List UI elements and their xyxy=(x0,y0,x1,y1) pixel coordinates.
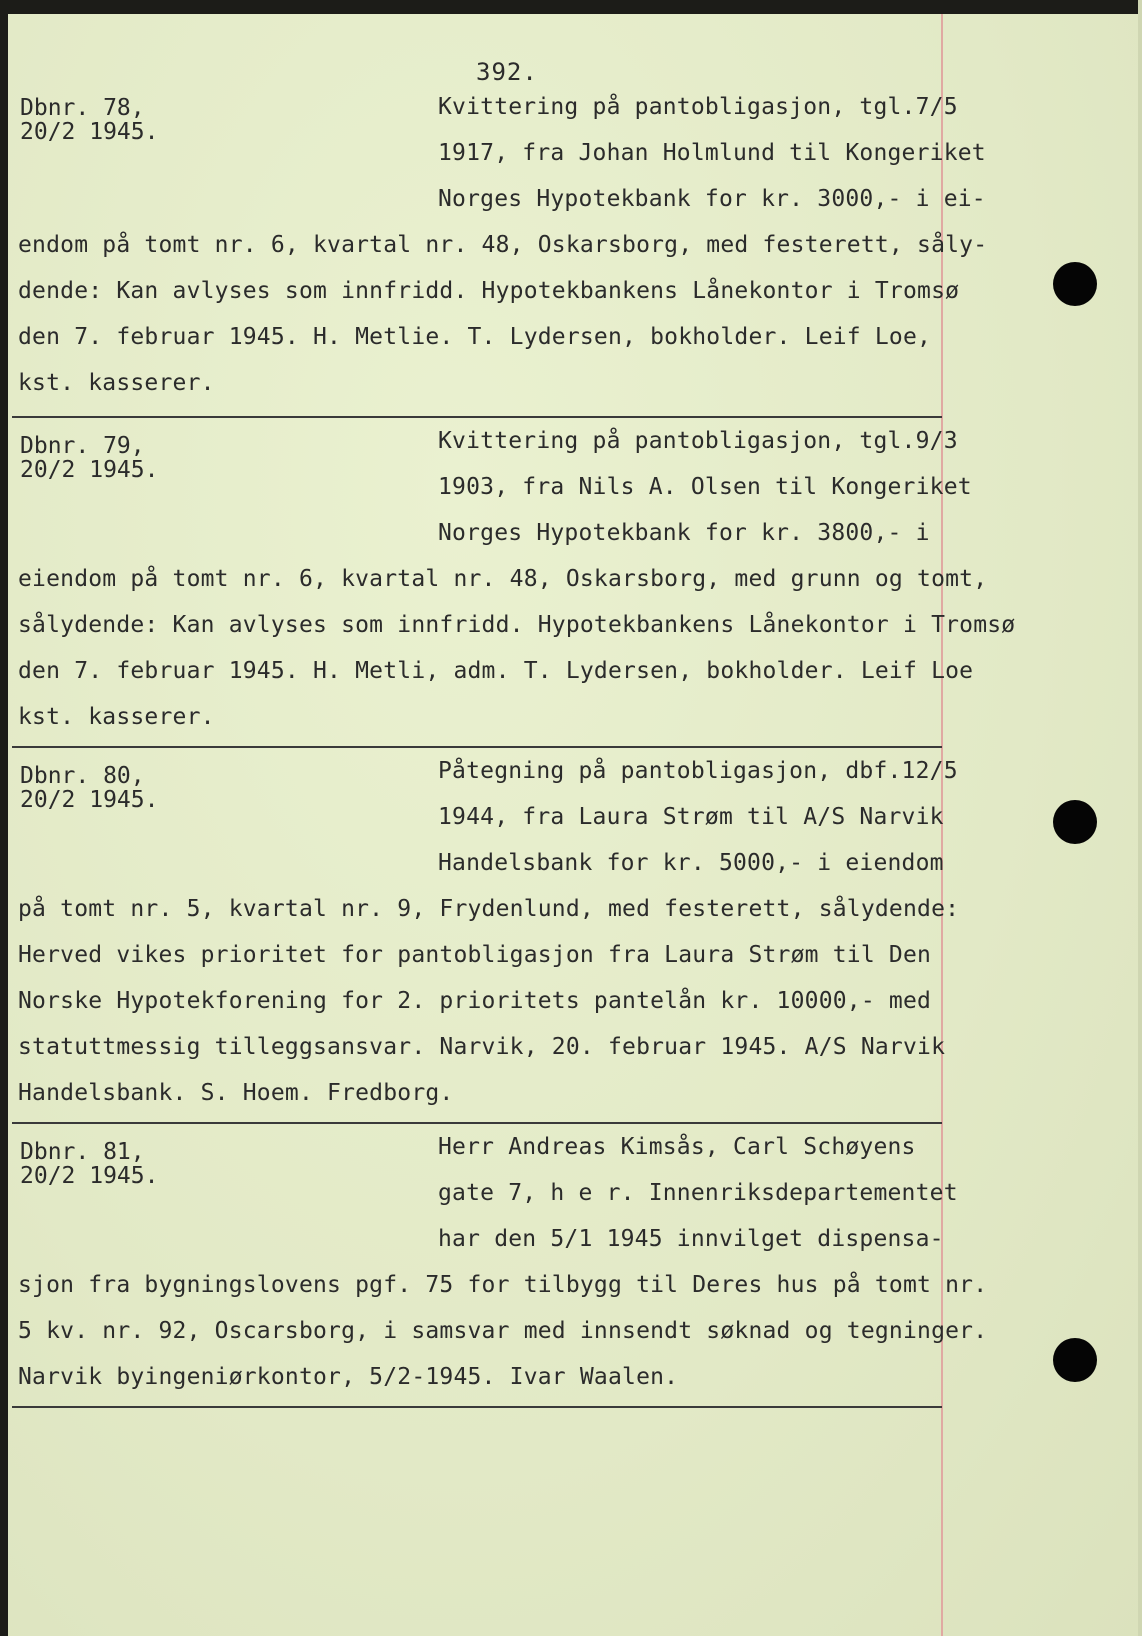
entry-line: Kvittering på pantobligasjon, tgl.7/5 xyxy=(438,94,958,120)
punch-hole xyxy=(1053,262,1097,306)
entry-divider xyxy=(12,416,942,418)
scan-top-edge xyxy=(0,0,1142,14)
entry-line: Narvik byingeniørkontor, 5/2-1945. Ivar Waalen. xyxy=(18,1364,679,1390)
punch-hole xyxy=(1053,800,1097,844)
entry-line: på tomt nr. 5, kvartal nr. 9, Frydenlund, med festerett, sålydende: xyxy=(18,896,960,922)
entry-line: Påtegning på pantobligasjon, dbf.12/5 xyxy=(438,758,958,784)
entry-divider xyxy=(12,1122,942,1124)
entry-line: statuttmessig tilleggsansvar. Narvik, 20. februar 1945. A/S Narvik xyxy=(18,1034,946,1060)
entry-line: Kvittering på pantobligasjon, tgl.9/3 xyxy=(438,428,958,454)
entry-line: Herr Andreas Kimsås, Carl Schøyens xyxy=(438,1134,916,1160)
entry-line: dende: Kan avlyses som innfridd. Hypotekbankens Lånekontor i Tromsø xyxy=(18,278,960,304)
scan-right-edge xyxy=(1138,0,1142,1636)
entry-line: kst. kasserer. xyxy=(18,370,215,396)
entry-date: 20/2 1945. xyxy=(20,787,159,813)
entry-line: 1917, fra Johan Holmlund til Kongeriket xyxy=(438,140,986,166)
entry-line: Norske Hypotekforening for 2. prioritets pantelån kr. 10000,- med xyxy=(18,988,932,1014)
entry-date: 20/2 1945. xyxy=(20,119,159,145)
entry-date: 20/2 1945. xyxy=(20,1163,159,1189)
entry-date: 20/2 1945. xyxy=(20,457,159,483)
entry-ref: Dbnr. 81, xyxy=(20,1139,145,1165)
entry-ref: Dbnr. 80, xyxy=(20,763,145,789)
entry-divider xyxy=(12,746,942,748)
entry-line: sjon fra bygningslovens pgf. 75 for tilbygg til Deres hus på tomt nr. xyxy=(18,1272,988,1298)
entry-line: den 7. februar 1945. H. Metlie. T. Lydersen, bokholder. Leif Loe, xyxy=(18,324,932,350)
entry-line: sålydende: Kan avlyses som innfridd. Hypotekbankens Lånekontor i Tromsø xyxy=(18,612,1016,638)
punch-hole xyxy=(1053,1338,1097,1382)
entry-ref: Dbnr. 78, xyxy=(20,95,145,121)
entry-line: endom på tomt nr. 6, kvartal nr. 48, Oskarsborg, med festerett, såly- xyxy=(18,232,988,258)
entry-line: eiendom på tomt nr. 6, kvartal nr. 48, Oskarsborg, med grunn og tomt, xyxy=(18,566,988,592)
entry-line: Handelsbank for kr. 5000,- i eiendom xyxy=(438,850,944,876)
entry-line: 1944, fra Laura Strøm til A/S Narvik xyxy=(438,804,944,830)
page-number: 392. xyxy=(476,58,538,86)
entry-line: Norges Hypotekbank for kr. 3800,- i xyxy=(438,520,930,546)
entry-line: Handelsbank. S. Hoem. Fredborg. xyxy=(18,1080,454,1106)
entry-line: den 7. februar 1945. H. Metli, adm. T. Lydersen, bokholder. Leif Loe xyxy=(18,658,974,684)
entry-line: gate 7, h e r. Innenriksdepartementet xyxy=(438,1180,958,1206)
entry-line: Norges Hypotekbank for kr. 3000,- i ei- xyxy=(438,186,986,212)
entry-line: Herved vikes prioritet for pantobligasjon fra Laura Strøm til Den xyxy=(18,942,932,968)
entry-divider xyxy=(12,1406,942,1408)
entry-ref: Dbnr. 79, xyxy=(20,433,145,459)
scan-left-edge xyxy=(0,0,8,1636)
entry-line: har den 5/1 1945 innvilget dispensa- xyxy=(438,1226,944,1252)
entry-line: 1903, fra Nils A. Olsen til Kongeriket xyxy=(438,474,972,500)
entry-line: kst. kasserer. xyxy=(18,704,215,730)
entry-line: 5 kv. nr. 92, Oscarsborg, i samsvar med innsendt søknad og tegninger. xyxy=(18,1318,988,1344)
